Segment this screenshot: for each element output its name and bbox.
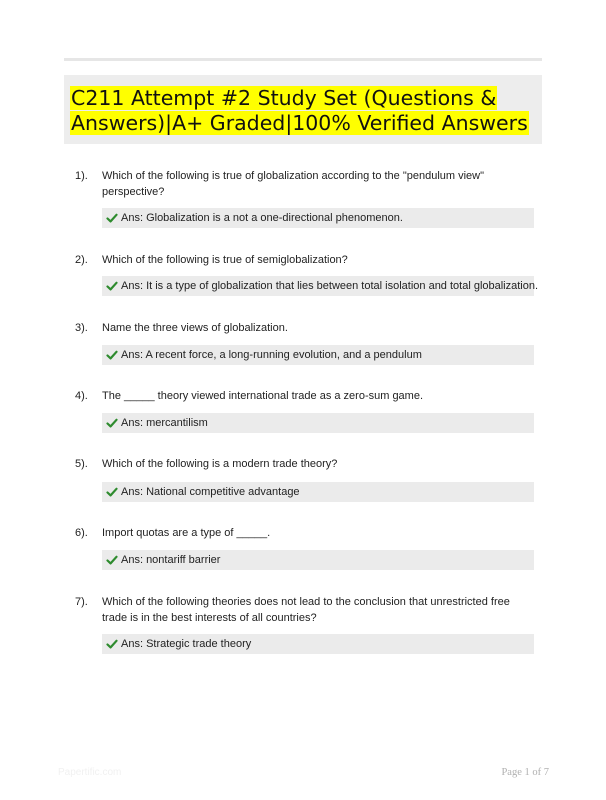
check-icon — [106, 486, 118, 498]
title-text: C211 Attempt #2 Study Set (Questions & Answers)|A+ Graded|100% Verified Answers — [71, 86, 528, 135]
question-text: Which of the following is true of globalization according to the "pendulum view" perspective? — [102, 170, 485, 198]
answer-box — [102, 345, 534, 365]
title-box — [64, 75, 542, 144]
question-number: 6). — [75, 527, 88, 539]
answer-box — [102, 634, 534, 654]
answer-box — [102, 413, 534, 433]
answer-box — [102, 550, 534, 570]
check-icon — [106, 417, 118, 429]
answer-text: Ans: nontariff barrier — [121, 554, 221, 566]
question-text: Import quotas are a type of _____. — [102, 527, 271, 539]
answer-text: Ans: A recent force, a long-running evolution, and a pendulum — [121, 349, 422, 361]
question-number: 3). — [75, 322, 88, 334]
question-text: The _____ theory viewed international trade as a zero-sum game. — [102, 390, 424, 402]
answer-text: Ans: Globalization is a not a one-directional phenomenon. — [121, 212, 403, 224]
question-text: Which of the following is true of semiglobalization? — [102, 254, 348, 266]
question-text: Which of the following is a modern trade theory? — [102, 458, 338, 470]
answer-text: Ans: Strategic trade theory — [121, 638, 252, 650]
question-number: 2). — [75, 254, 88, 266]
page-title — [70, 86, 536, 136]
answer-box — [102, 208, 534, 228]
question-number: 1). — [75, 170, 88, 182]
check-icon — [106, 638, 118, 650]
check-icon — [106, 280, 118, 292]
top-divider — [64, 58, 542, 61]
answer-text: Ans: It is a type of globalization that lies between total isolation and total globalization. — [121, 280, 539, 292]
question-number: 5). — [75, 458, 88, 470]
question-text: Name the three views of globalization. — [102, 322, 288, 334]
answer-box — [102, 482, 534, 502]
answer-box — [102, 276, 539, 296]
answer-text: Ans: National competitive advantage — [121, 486, 300, 498]
question-number: 4). — [75, 390, 88, 402]
question-text: Which of the following theories does not lead to the conclusion that unrestricted free trade is in the best interests of all countries? — [102, 596, 510, 624]
answer-text: Ans: mercantilism — [121, 417, 208, 429]
question-number: 7). — [75, 596, 88, 608]
page-number: Page 1 of 7 — [501, 767, 549, 778]
watermark: Papertific.com — [58, 767, 122, 778]
check-icon — [106, 349, 118, 361]
check-icon — [106, 554, 118, 566]
check-icon — [106, 212, 118, 224]
